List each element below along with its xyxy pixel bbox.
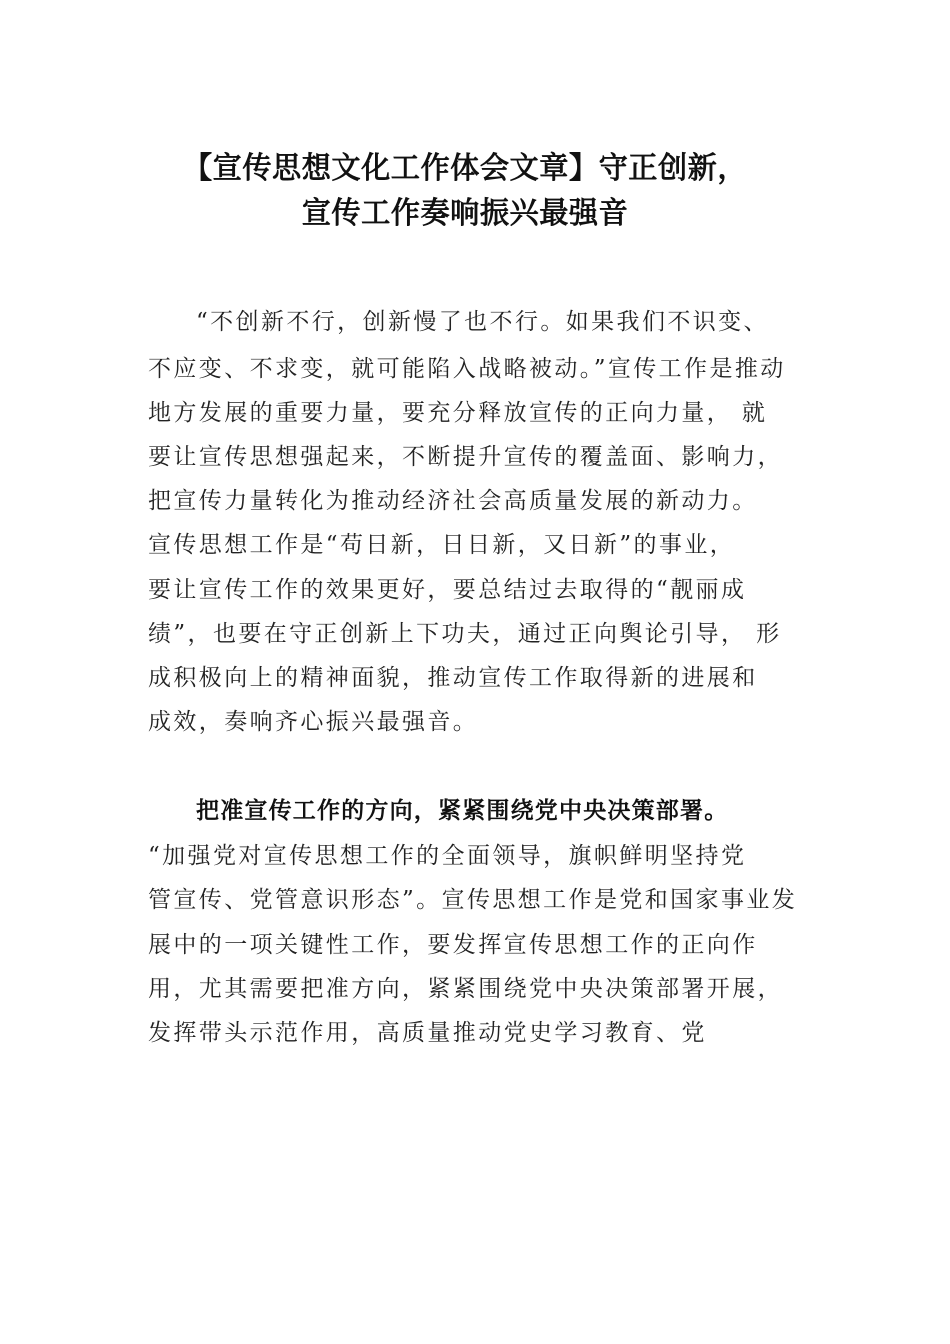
paragraph-1-line: 地方发展的重要力量，要充分释放宣传的正向力量， 就 — [148, 400, 768, 426]
document-title-line-2: 宣传工作奏响振兴最强音 — [301, 196, 629, 231]
paragraph-2-line: 管宣传、党管意识形态”。宣传思想工作是党和国家事业发 — [148, 887, 798, 913]
paragraph-1-line: 要让宣传思想强起来，不断提升宣传的覆盖面、影响力， — [148, 444, 783, 470]
paragraph-2-line: “加强党对宣传思想工作的全面领导，旗帜鲜明坚持党 — [148, 843, 747, 869]
paragraph-1-line: 成积极向上的精神面貌，推动宣传工作取得新的进展和 — [148, 665, 758, 691]
paragraph-2-heading: 把准宣传工作的方向，紧紧围绕党中央决策部署。 — [196, 798, 729, 824]
paragraph-1-line: “不创新不行，创新慢了也不行。如果我们不识变、 — [196, 309, 769, 335]
document-title-line-1: 【宣传思想文化工作体会文章】守正创新， — [182, 151, 748, 186]
paragraph-2-line: 发挥带头示范作用，高质量推动党史学习教育、党 — [148, 1020, 707, 1046]
paragraph-1-line: 宣传思想工作是“苟日新，日日新，又日新”的事业， — [148, 532, 736, 558]
paragraph-1-line: 绩”，也要在守正创新上下功夫，通过正向舆论引导， 形 — [148, 621, 782, 647]
paragraph-2-line: 展中的一项关键性工作，要发挥宣传思想工作的正向作 — [148, 932, 758, 958]
paragraph-1-line: 把宣传力量转化为推动经济社会高质量发展的新动力。 — [148, 488, 758, 514]
paragraph-1-line: 要让宣传工作的效果更好，要总结过去取得的“靓丽成 — [148, 577, 747, 603]
paragraph-1-line: 不应变、不求变，就可能陷入战略被动。”宣传工作是推动 — [148, 356, 786, 382]
paragraph-2-line: 用，尤其需要把准方向，紧紧围绕党中央决策部署开展， — [148, 976, 783, 1002]
paragraph-1-line: 成效，奏响齐心振兴最强音。 — [148, 709, 479, 735]
